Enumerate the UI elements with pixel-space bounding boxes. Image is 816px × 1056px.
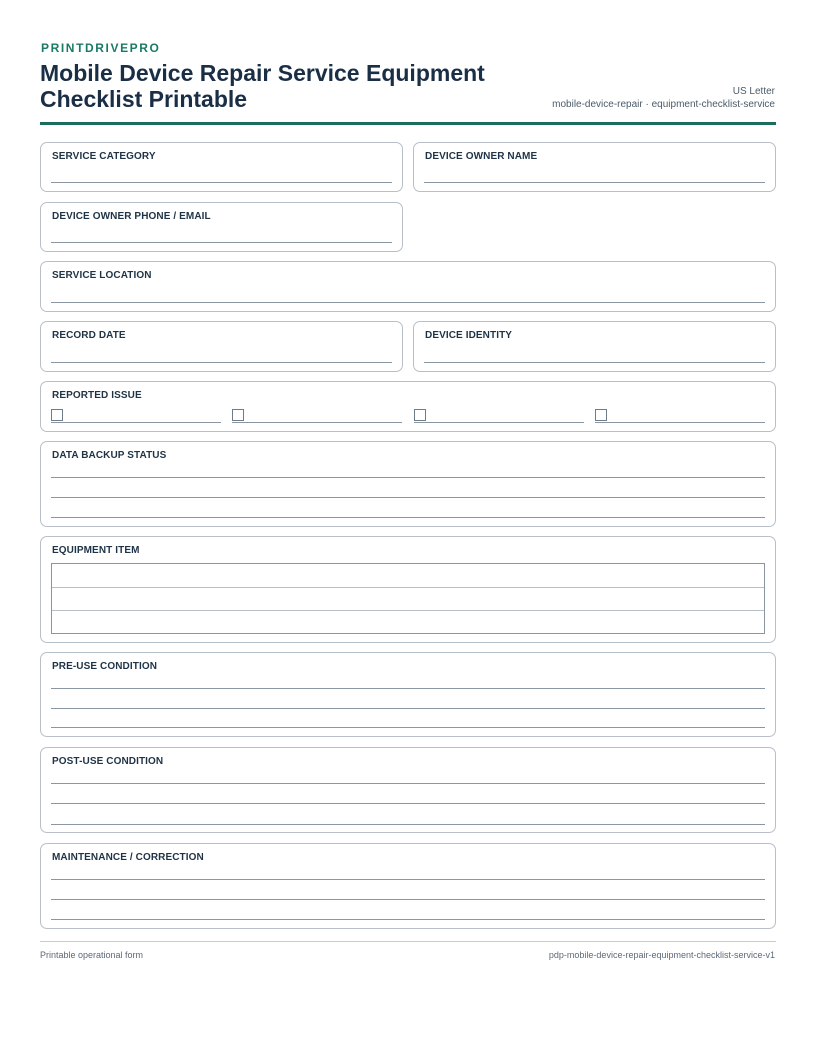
reported-issue-label: REPORTED ISSUE [52,390,142,401]
checkbox-icon[interactable] [232,409,244,421]
data-backup-status-field [40,441,776,527]
device-owner-contact-input[interactable] [51,242,392,243]
maintenance-correction-line-2[interactable] [51,899,765,900]
service-location-label: SERVICE LOCATION [52,270,152,281]
record-date-input[interactable] [51,362,392,363]
maintenance-correction-line-3[interactable] [51,919,765,920]
post-use-condition-field [40,747,776,833]
record-date-label: RECORD DATE [52,330,126,341]
page-title: Mobile Device Repair Service Equipment Checklist Printable [40,60,485,112]
footer-divider [40,941,776,942]
record-date-field [40,321,403,372]
post-use-condition-label: POST-USE CONDITION [52,756,164,767]
pre-use-condition-field [40,652,776,737]
document-tags: mobile-device-repair · equipment-checklist-service [552,99,775,110]
device-owner-name-label: DEVICE OWNER NAME [425,151,538,162]
footer-form-id: pdp-mobile-device-repair-equipment-checklist-service-v1 [548,950,775,960]
device-owner-name-input[interactable] [424,182,765,183]
device-identity-label: DEVICE IDENTITY [425,330,513,341]
pre-use-condition-line-1[interactable] [51,688,765,689]
device-identity-field [413,321,776,372]
service-category-field [40,142,403,192]
service-location-input[interactable] [51,302,765,303]
reported-issue-option-3[interactable] [414,408,584,423]
document-meta [552,85,775,111]
pre-use-condition-label: PRE-USE CONDITION [52,661,158,672]
maintenance-correction-label: MAINTENANCE / CORRECTION [52,852,204,863]
post-use-condition-line-2[interactable] [51,803,765,804]
reported-issue-option-4[interactable] [595,408,765,423]
header-divider [40,122,776,125]
post-use-condition-line-1[interactable] [51,783,765,784]
equipment-item-field [40,536,776,643]
brand-name: PRINTDRIVEPRO [41,41,161,55]
checkbox-icon[interactable] [51,409,63,421]
paper-size: US Letter [732,86,775,97]
device-identity-input[interactable] [424,362,765,363]
checkbox-icon[interactable] [414,409,426,421]
device-owner-contact-label: DEVICE OWNER PHONE / EMAIL [52,211,211,222]
equipment-item-label: EQUIPMENT ITEM [52,545,140,556]
reported-issue-option-1[interactable] [51,408,221,423]
equipment-item-table [51,563,765,634]
pre-use-condition-line-3[interactable] [51,727,765,728]
service-category-label: SERVICE CATEGORY [52,151,156,162]
data-backup-status-line-1[interactable] [51,477,765,478]
data-backup-status-line-2[interactable] [51,497,765,498]
footer-left-text: Printable operational form [40,950,144,960]
device-owner-name-field [413,142,776,192]
table-row-divider [52,587,764,588]
device-owner-contact-field [40,202,403,252]
checkbox-icon[interactable] [595,409,607,421]
service-location-field [40,261,776,312]
table-row-divider [52,610,764,611]
maintenance-correction-field [40,843,776,929]
data-backup-status-label: DATA BACKUP STATUS [52,450,167,461]
reported-issue-field [40,381,776,432]
pre-use-condition-line-2[interactable] [51,708,765,709]
reported-issue-option-2[interactable] [232,408,402,423]
post-use-condition-line-3[interactable] [51,824,765,825]
data-backup-status-line-3[interactable] [51,517,765,518]
maintenance-correction-line-1[interactable] [51,879,765,880]
service-category-input[interactable] [51,182,392,183]
